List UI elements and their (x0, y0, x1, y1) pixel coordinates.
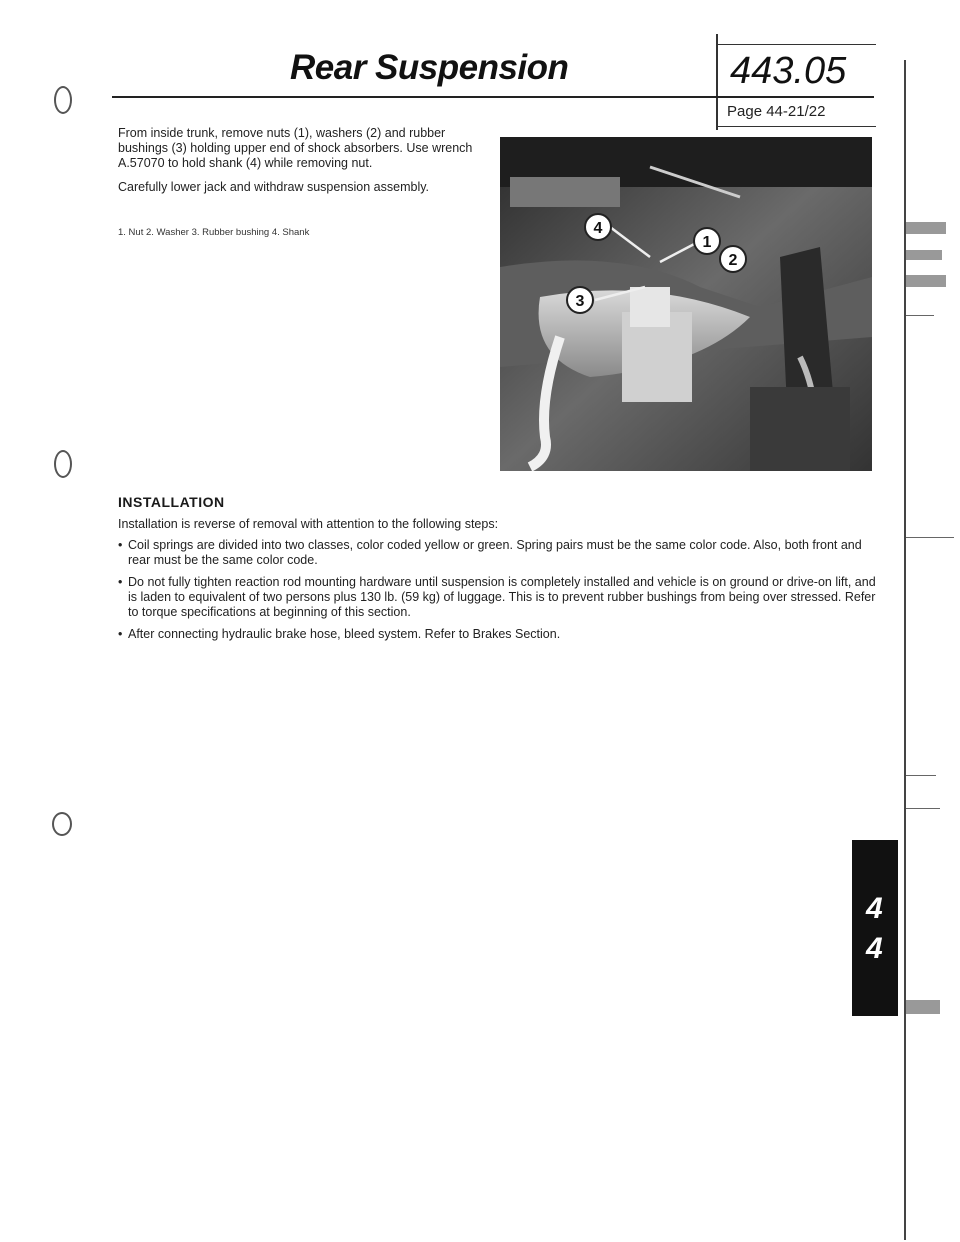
margin-mark (906, 315, 934, 316)
list-item: • Do not fully tighten reaction rod mounting hardware until suspension is completely installed and vehicle is on ground or drive-on lift, and is laden to equivalent of two persons plus 130 lb. (59 kg) of luggage. This is to prevent rubber bushings from being over stressed. Refer to torque specifications at beginning of this section. (118, 575, 878, 620)
page-title: Rear Suspension (290, 48, 569, 87)
installation-heading: INSTALLATION (118, 494, 225, 510)
binder-hole-icon (54, 450, 72, 478)
list-item: • After connecting hydraulic brake hose, bleed system. Refer to Brakes Section. (118, 627, 878, 642)
header-box-top-rule (718, 44, 876, 45)
margin-mark (906, 222, 946, 234)
margin-mark (906, 537, 954, 538)
chapter-tab-digit: 4 (866, 932, 883, 965)
margin-mark (906, 250, 942, 260)
removal-instructions: From inside trunk, remove nuts (1), washers (2) and rubber bushings (3) holding upper end of shock absorbers. Use wrench A.57070 to hold shank (4) while removing nut. (118, 126, 473, 170)
list-item: • Coil springs are divided into two classes, color coded yellow or green. Spring pairs must be the same color code. Also, both front and rear must be the same color code. (118, 538, 878, 568)
page-reference-rule (716, 126, 876, 127)
page-reference: Page 44-21/22 (727, 103, 826, 120)
photo-illustration (500, 137, 872, 471)
binder-hole-icon (52, 812, 72, 836)
chapter-tab (852, 840, 898, 1016)
margin-mark (906, 775, 936, 776)
installation-intro: Installation is reverse of removal with attention to the following steps: (118, 517, 499, 531)
chapter-tab-digit: 4 (866, 892, 883, 925)
installation-steps (118, 538, 878, 649)
margin-mark (906, 1000, 940, 1014)
binder-hole-icon (54, 86, 72, 114)
margin-mark (906, 808, 940, 809)
removal-lower-step: Carefully lower jack and withdraw suspension assembly. (118, 180, 430, 194)
callout-label: 3 (575, 293, 585, 310)
figure-legend: 1. Nut 2. Washer 3. Rubber bushing 4. Shank (118, 227, 310, 238)
margin-mark (906, 275, 946, 287)
callout-label: 2 (728, 252, 738, 269)
callout-label: 1 (702, 234, 712, 251)
shock-absorber-photo (500, 137, 872, 471)
header-box-divider (716, 34, 718, 130)
header-rule (112, 96, 874, 98)
margin-rule (904, 60, 906, 1240)
callout-label: 4 (593, 220, 603, 237)
section-number: 443.05 (730, 50, 847, 92)
